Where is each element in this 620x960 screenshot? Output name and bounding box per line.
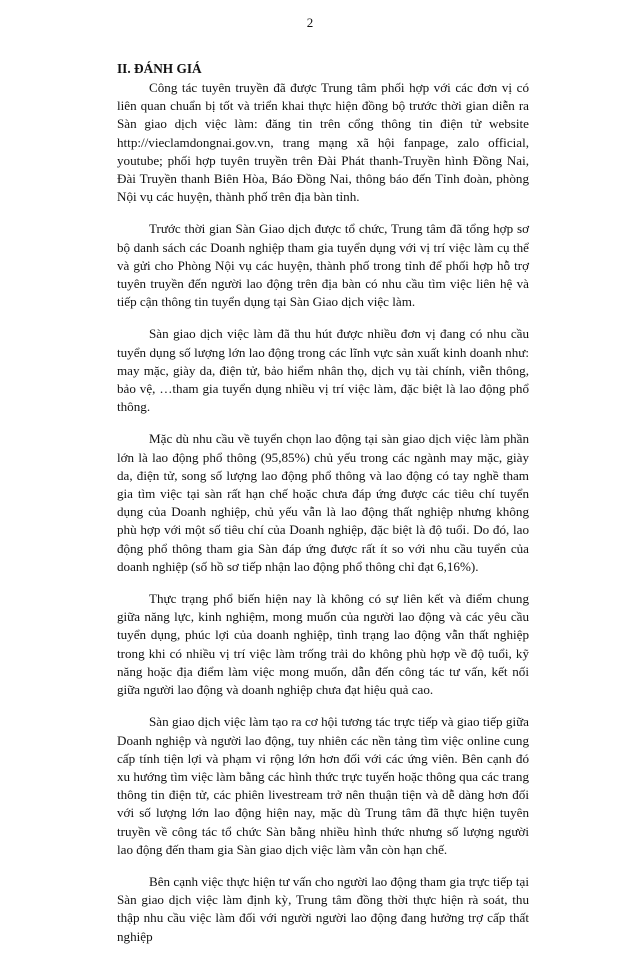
paragraph-attraction: Sàn giao dịch việc làm đã thu hút được nhiều đơn vị đang có nhu cầu tuyển dụng số lượng lớn lao động trong các lĩnh vực sản xuất kinh doanh như: may mặc, giày da, điện tử, bảo hiểm nhân thọ, dịch vụ tài chính, viễn thông, bảo vệ, …tham gia tuyển dụng nhiều vị trí việc làm, đặc biệt là lao động phổ thông. bbox=[117, 326, 529, 415]
section-body bbox=[117, 79, 529, 960]
paragraph-demand: Mặc dù nhu cầu về tuyển chọn lao động tại sàn giao dịch việc làm phần lớn là lao động phổ thông (95,85%) chủ yếu trong các ngành may mặc, giày da, điện tử, song số lượng lao động phổ thông và lao động có tay nghề tham gia tìm việc tại sàn rất hạn chế hoặc chưa đáp ứng được các tiêu chí tuyển dụng của Doanh nghiệp, chủ yếu vẫn là lao động thất nghiệp nhưng không phù hợp với một số tiêu chí của Doanh nghiệp, đặc biệt là độ tuổi. Do đó, lao động phổ thông tham gia Sàn đáp ứng được rất ít so với nhu cầu tuyển của doanh nghiệp (số hồ sơ tiếp nhận lao động phổ thông chỉ đạt 6,16%). bbox=[117, 431, 529, 574]
paragraph-consulting: Bên cạnh việc thực hiện tư vấn cho người lao động tham gia trực tiếp tại Sàn giao dịch việc làm định kỳ, Trung tâm đồng thời thực hiện rà soát, thu thập nhu cầu việc làm đối với người người lao động đang hưởng trợ cấp thất nghiệp bbox=[117, 873, 529, 944]
section-heading: II. ĐÁNH GIÁ bbox=[117, 61, 202, 76]
paragraph-communication: Công tác tuyên truyền đã được Trung tâm phối hợp với các đơn vị có liên quan chuẩn bị tốt và triển khai thực hiện đồng bộ trước thời gian diễn ra Sàn giao dịch việc làm: đăng tin trên cổng thông tin điện tử website http://vieclamdongnai.gov.vn, trang mạng xã hội fanpage, zalo official, youtube; phối hợp tuyên truyền trên Đài Phát thanh-Truyền hình Đồng Nai, Đài Truyền thanh Biên Hòa, Báo Đồng Nai, thông báo đến Tỉnh đoàn, phòng Nội vụ các huyện, thành phố trên địa bàn tỉnh. bbox=[117, 80, 529, 205]
paragraph-situation: Thực trạng phổ biến hiện nay là không có sự liên kết và điểm chung giữa năng lực, kinh nghiệm, mong muốn của người lao động và các yêu cầu tuyển dụng, phúc lợi của doanh nghiệp, tình trạng lao động vẫn thất nghiệp trong khi có nhiều vị trí việc làm trống trải do không phù hợp về độ tuổi, kỹ năng hoặc địa điểm làm việc mong muốn, dẫn đến công tác tư vấn, kết nối giữa người lao động và doanh nghiệp chưa đạt hiệu quả cao. bbox=[117, 591, 529, 698]
page-number: 2 bbox=[306, 15, 314, 30]
paragraph-preparation: Trước thời gian Sàn Giao dịch được tổ chức, Trung tâm đã tổng hợp sơ bộ danh sách các Doanh nghiệp tham gia tuyển dụng với vị trí việc làm cụ thể và gửi cho Phòng Nội vụ các huyện, thành phố trong tỉnh để phối hợp hỗ trợ tuyên truyền đến người lao động trên địa bàn có nhu cầu tìm việc liên hệ và tiếp cận thông tin tuyển dụng tại Sàn Giao dịch việc làm. bbox=[117, 221, 529, 310]
paragraph-online-trend: Sàn giao dịch việc làm tạo ra cơ hội tương tác trực tiếp và giao tiếp giữa Doanh nghiệp và người lao động, tuy nhiên các nền tảng tìm việc online cung cấp tính tiện lợi và phạm vi rộng lớn hơn đối với các ứng viên. Bên cạnh đó xu hướng tìm việc làm bằng các hình thức trực tuyến hoặc thông qua các trang thông tin điện tử, các phiên livestream trở nên thuận tiện và dễ dàng hơn đối với số lượng lớn lao động hiện nay, mặc dù Trung tâm đã thực hiện tuyên truyền về công tác tổ chức Sàn bằng nhiều hình thức nhưng số lượng người lao động đến tham gia Sàn giao dịch việc làm vẫn còn hạn chế. bbox=[117, 714, 529, 857]
